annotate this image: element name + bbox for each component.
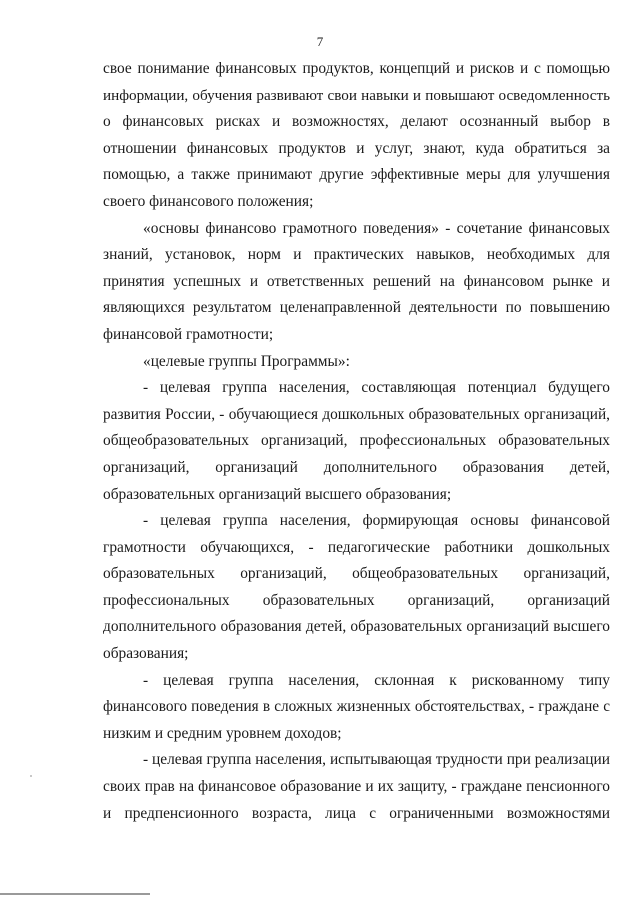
paragraph-line: принятия успешных и ответственных решений на финансовом рынке и — [103, 272, 610, 290]
list-item-line: образования; — [103, 645, 189, 663]
list-item-line: - целевая группа населения, составляющая потенциал будущего — [143, 379, 610, 397]
paragraph-line: помощью, а также принимают другие эффективные меры для улучшения — [103, 166, 610, 184]
document-body — [103, 56, 610, 827]
paragraph-line: свое понимание финансовых продуктов, концепций и рисков и с помощью — [103, 60, 610, 77]
list-item-line: образовательных организаций, общеобразовательных организаций, — [103, 565, 610, 583]
list-item-line: - целевая группа населения, испытывающая трудности при реализации — [143, 751, 610, 769]
list-item-line: общеобразовательных организаций, профессиональных образовательных — [103, 432, 610, 450]
list-item-line: организаций, организаций дополнительного образования детей, — [103, 458, 610, 476]
scan-artifact — [30, 775, 32, 777]
list-item-line: - целевая группа населения, формирующая основы финансовой — [143, 512, 610, 530]
list-item-line: и предпенсионного возраста, лица с ограниченными возможностями — [103, 804, 610, 822]
paragraph-line: финансовой грамотности; — [103, 325, 274, 343]
page-number: 7 — [316, 34, 324, 49]
paragraph-line: информации, обучения развивают свои навыки и повышают осведомленность — [103, 86, 610, 104]
list-item-line: - целевая группа населения, склонная к рискованному типу — [143, 671, 610, 689]
list-item-line: профессиональных образовательных организаций, организаций — [103, 591, 610, 609]
paragraph-line: являющихся результатом целенаправленной деятельности по повышению — [103, 299, 610, 317]
list-item-line: своих прав на финансовое образование и их защиту, - граждане пенсионного — [103, 778, 610, 796]
scan-edge-mark — [0, 893, 150, 895]
paragraph-line: знаний, установок, норм и практических навыков, необходимых для — [103, 246, 610, 264]
paragraph-line: отношении финансовых продуктов и услуг, знают, куда обратиться за — [103, 139, 610, 157]
paragraph-line: о финансовых рисках и возможностях, делают осознанный выбор в — [103, 113, 610, 131]
list-item-line: финансового поведения в сложных жизненных обстоятельствах, - граждане с — [103, 698, 610, 716]
paragraph-line: своего финансового положения; — [103, 192, 314, 210]
list-item-line: образовательных организаций высшего образования; — [103, 485, 452, 503]
list-item-line: дополнительного образования детей, образовательных организаций высшего — [103, 618, 610, 636]
paragraph-line: «целевые группы Программы»: — [143, 352, 350, 370]
list-item-line: грамотности обучающихся, - педагогические работники дошкольных — [103, 538, 610, 556]
paragraph-line: «основы финансово грамотного поведения» - сочетание финансовых — [143, 219, 610, 237]
list-item-line: развития России, - обучающиеся дошкольных образовательных организаций, — [103, 405, 610, 423]
list-item-line: низким и средним уровнем доходов; — [103, 724, 342, 742]
